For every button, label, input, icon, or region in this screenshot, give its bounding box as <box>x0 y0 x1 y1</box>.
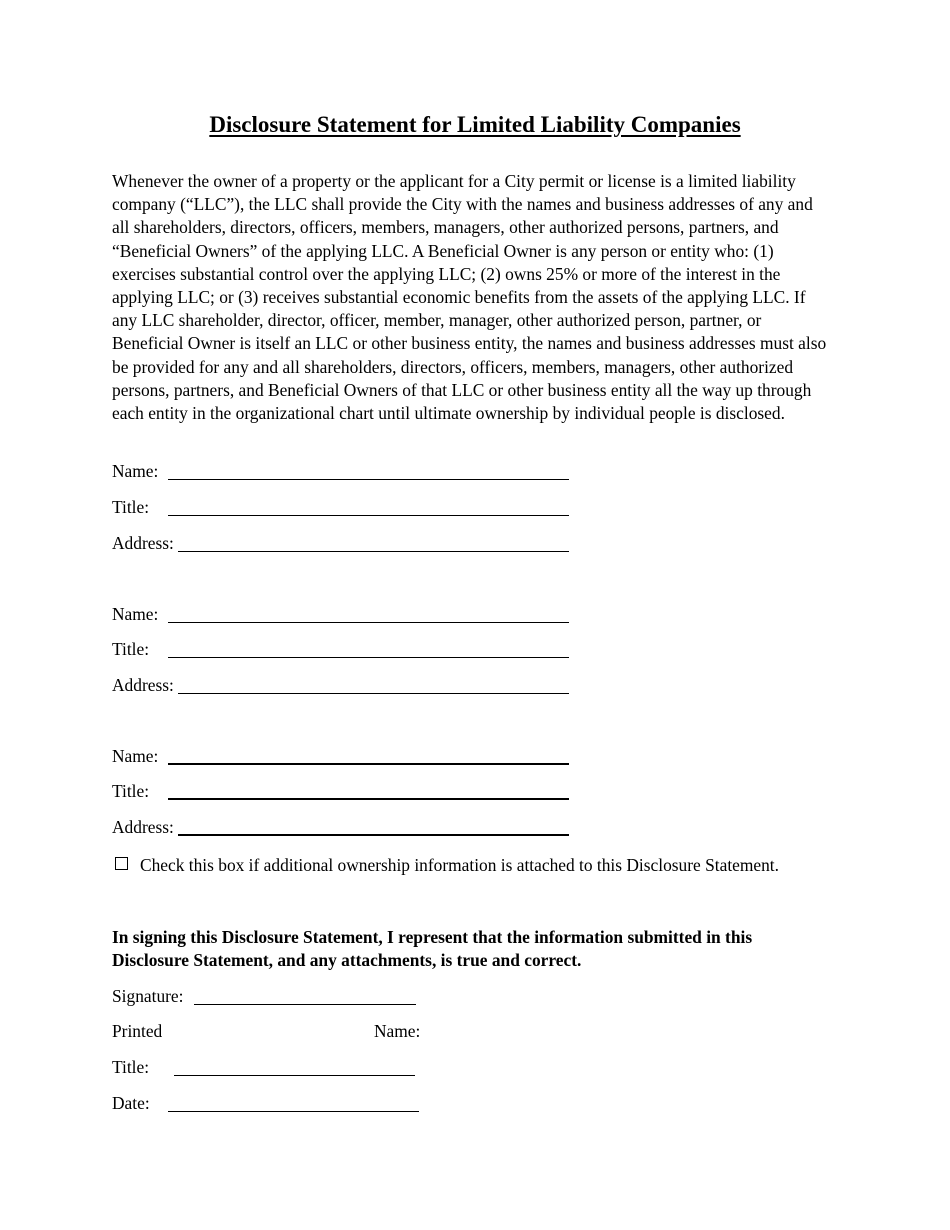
date-field <box>112 1092 422 1114</box>
owner-1-title-label: Title: <box>112 497 150 517</box>
printed-name-field[interactable] <box>112 1020 432 1042</box>
owner-3-name-label: Name: <box>112 746 159 766</box>
intro-paragraph: Whenever the owner of a property or the applicant for a City permit or license is a limited liability company (“LLC”), the LLC shall provide the City with the names and business addresses of any and all shareholders, directors, officers, members, managers, other authorized persons, partners, and “Beneficial Owners” of the applying LLC. A Beneficial Owner is any person or entity who: (1) exercises substantial control over the applying LLC; (2) owns 25% or more of the interest in the applying LLC; or (3) receives substantial economic benefits from the assets of the applying LLC. If any LLC shareholder, director, officer, member, manager, other authorized person, partner, or Beneficial Owner is itself an LLC or other business entity, the names and business addresses must also be provided for any and all shareholders, directors, officers, members, managers, other authorized persons, partners, and Beneficial Owners of that LLC or other business entity all the way up through each entity in the organizational chart until ultimate ownership by individual people is disclosed. <box>112 171 827 424</box>
signer-title-label: Title: <box>112 1057 150 1077</box>
signature-field <box>112 985 422 1007</box>
owner-1-title-line[interactable] <box>168 515 569 516</box>
owner-3-name-line[interactable] <box>168 763 569 765</box>
signature-label: Signature: <box>112 986 184 1006</box>
attestation-statement: In signing this Disclosure Statement, I represent that the information submitted in this Disclosure Statement, and any attachments, is true and correct. <box>112 927 753 970</box>
owner-2-title-line[interactable] <box>168 657 569 658</box>
owner-2-address-line[interactable] <box>178 693 569 694</box>
signer-title-field <box>112 1056 422 1078</box>
document-title: Disclosure Statement for Limited Liability Companies <box>209 112 741 137</box>
owner-3-address-label: Address: <box>112 817 174 837</box>
printed-label: Printed <box>112 1021 163 1041</box>
owner-1-address-line[interactable] <box>178 551 569 552</box>
owner-1-title-field <box>112 496 572 518</box>
owner-3-title-label: Title: <box>112 781 150 801</box>
owner-1-name-line[interactable] <box>168 479 569 480</box>
owner-1-address-label: Address: <box>112 533 174 553</box>
owner-2-name-field <box>112 603 572 625</box>
owner-3-name-field <box>112 745 572 767</box>
owner-2-name-label: Name: <box>112 604 159 624</box>
owner-1-name-field <box>112 460 572 482</box>
date-label: Date: <box>112 1093 150 1113</box>
date-line[interactable] <box>168 1111 419 1112</box>
owner-3-address-line[interactable] <box>178 834 569 836</box>
owner-3-title-line[interactable] <box>168 798 569 800</box>
printed-name-label: Name: <box>374 1021 421 1041</box>
owner-2-title-label: Title: <box>112 639 150 659</box>
owner-2-address-field <box>112 674 572 696</box>
owner-3-title-field <box>112 780 572 802</box>
owner-3-address-field <box>112 816 572 838</box>
owner-2-address-label: Address: <box>112 675 174 695</box>
additional-info-checkbox[interactable] <box>115 857 128 870</box>
additional-info-checkbox-label: Check this box if additional ownership information is attached to this Disclosure Statement. <box>140 855 779 875</box>
additional-info-checkbox-row <box>112 854 779 876</box>
owner-1-name-label: Name: <box>112 461 159 481</box>
owner-2-title-field <box>112 638 572 660</box>
signature-line[interactable] <box>194 1004 416 1005</box>
signer-title-line[interactable] <box>174 1075 415 1076</box>
owner-2-name-line[interactable] <box>168 622 569 623</box>
owner-1-address-field <box>112 532 572 554</box>
